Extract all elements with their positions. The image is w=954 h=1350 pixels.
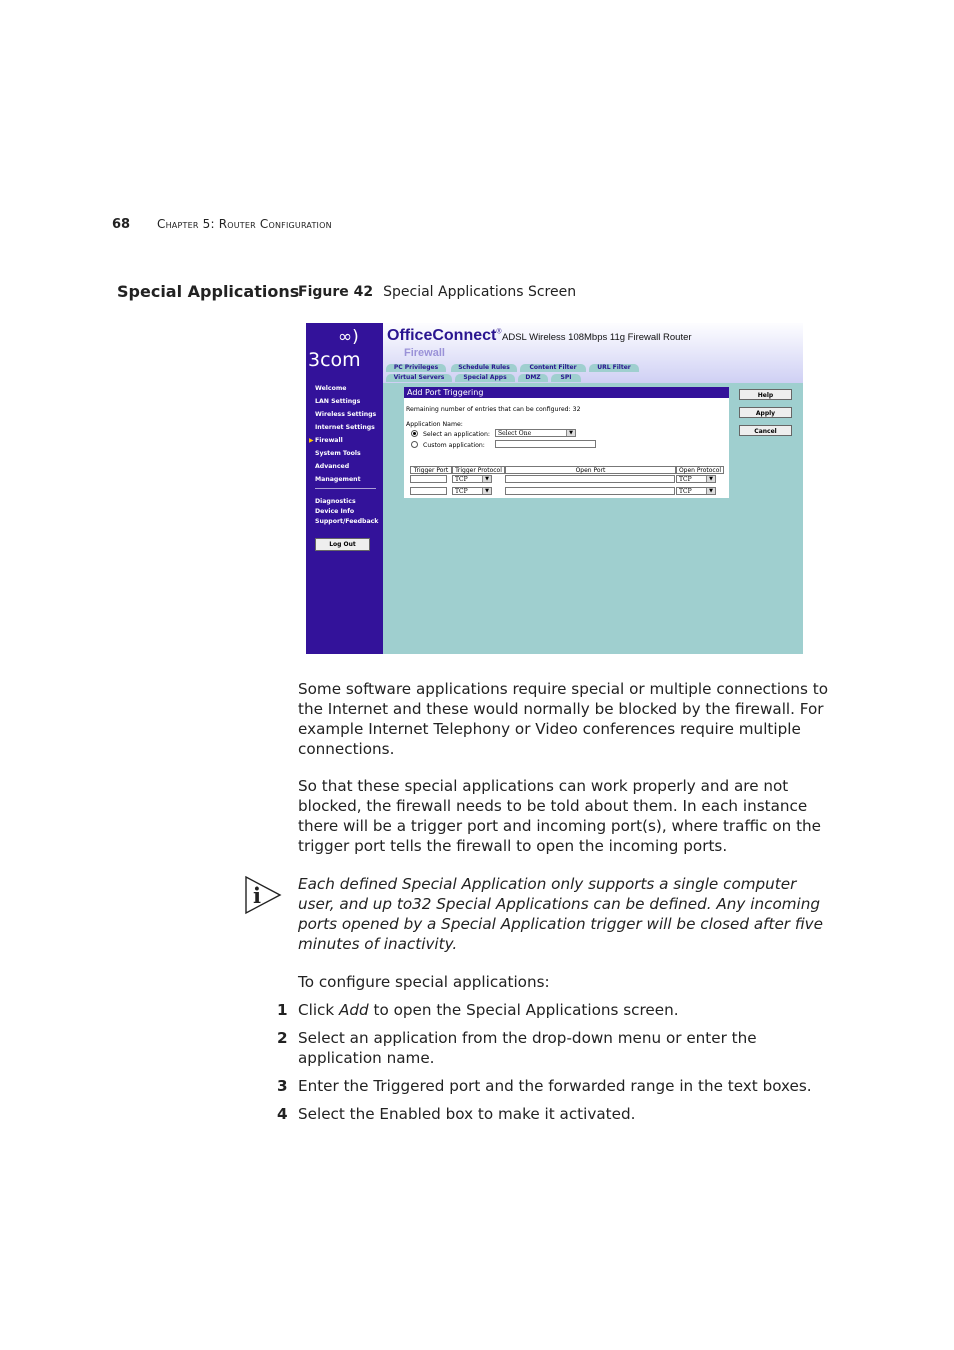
section-label: Firewall (404, 347, 445, 359)
open-protocol-select[interactable] (676, 475, 716, 483)
step-text-pre: Click (298, 1001, 340, 1019)
nav-lan-settings[interactable]: LAN Settings (315, 398, 361, 405)
tab-schedule-rules[interactable]: Schedule Rules (451, 364, 517, 372)
select-app-dropdown[interactable] (495, 429, 576, 437)
step-item (277, 1104, 828, 1124)
step-number: 1 (277, 1001, 288, 1019)
step-number: 3 (277, 1077, 288, 1095)
step-text: Select the Enabled box to make it activated. (298, 1105, 636, 1123)
figure-caption-text: Special Applications Screen (383, 284, 577, 300)
logout-button[interactable]: Log Out (315, 538, 370, 551)
figure-caption (298, 284, 576, 300)
step-item (277, 1076, 828, 1096)
brand-mark: ® (496, 328, 502, 336)
tab-dmz[interactable]: DMZ (518, 374, 548, 382)
tab-virtual-servers[interactable]: Virtual Servers (386, 374, 452, 382)
port-triggering-panel (404, 387, 729, 498)
section-title: Special Applications (117, 282, 300, 301)
custom-app-label: Custom application: (423, 442, 485, 449)
chevron-down-icon: ▼ (566, 430, 575, 436)
tab-pc-privileges[interactable]: PC Privileges (386, 364, 446, 372)
nav-active-arrow-icon: ▶ (309, 437, 314, 444)
nav-diagnostics[interactable]: Diagnostics (315, 498, 356, 505)
custom-app-radio[interactable] (411, 441, 418, 448)
chevron-down-icon: ▼ (482, 488, 491, 494)
chevron-down-icon: ▼ (706, 476, 715, 482)
trigger-protocol-value: TCP (455, 488, 468, 495)
select-app-label: Select an application: (423, 431, 490, 438)
tab-spi[interactable]: SPI (551, 374, 581, 382)
step-text: Enter the Triggered port and the forwarded range in the text boxes. (298, 1077, 812, 1095)
apply-button[interactable]: Apply (739, 407, 792, 418)
tab-content-filter[interactable]: Content Filter (520, 364, 586, 372)
trigger-protocol-select[interactable] (452, 487, 492, 495)
chapter-header: Chapter 5: Router Configuration (157, 217, 332, 231)
nav-management[interactable]: Management (315, 476, 361, 483)
paragraph: So that these special applications can work properly and are not blocked, the firewall needs to be told about them. In each instance there will be a trigger port and incoming port(s), where traffic on the trigger port tells the firewall to open the incoming ports. (298, 777, 821, 855)
step-item (277, 1000, 828, 1020)
step-number: 2 (277, 1029, 288, 1047)
chevron-down-icon: ▼ (482, 476, 491, 482)
chevron-down-icon: ▼ (706, 488, 715, 494)
open-protocol-select[interactable] (676, 487, 716, 495)
svg-text:i: i (253, 883, 261, 908)
paragraph: Some software applications require special or multiple connections to the Internet and these would normally be blocked by the firewall. For example Internet Telephony or Video conferences require multiple connections. (298, 680, 828, 758)
router-sidebar (306, 323, 383, 654)
router-screenshot (306, 323, 803, 654)
cancel-button[interactable]: Cancel (739, 425, 792, 436)
select-app-value: Select One (498, 430, 532, 437)
tab-special-apps[interactable]: Special Apps (455, 374, 515, 382)
remaining-entries: Remaining number of entries that can be configured: 32 (406, 406, 581, 413)
nav-system-tools[interactable]: System Tools (315, 450, 361, 457)
nav-welcome[interactable]: Welcome (315, 385, 347, 392)
app-name-label: Application Name: (406, 421, 463, 428)
trigger-port-input[interactable] (410, 475, 447, 483)
nav-wireless-settings[interactable]: Wireless Settings (315, 411, 377, 418)
nav-internet-settings[interactable]: Internet Settings (315, 424, 375, 431)
step-text-post: to open the Special Applications screen. (368, 1001, 679, 1019)
nav-firewall[interactable]: Firewall (315, 437, 343, 444)
trigger-port-input[interactable] (410, 487, 447, 495)
step-text-em: Add (339, 1001, 369, 1019)
step-item (277, 1028, 828, 1068)
open-protocol-value: TCP (679, 488, 692, 495)
tab-url-filter[interactable]: URL Filter (589, 364, 639, 372)
nav-device-info[interactable]: Device Info (315, 508, 355, 515)
brand-subtitle: ADSL Wireless 108Mbps 11g Firewall Router (502, 332, 692, 343)
step-number: 4 (277, 1105, 288, 1123)
brand-name-text: OfficeConnect (387, 327, 497, 344)
nav-advanced[interactable]: Advanced (315, 463, 350, 470)
panel-title: Add Port Triggering (404, 387, 729, 398)
note-text: Each defined Special Application only supports a single computer user, and up to32 Special Applications can be defined. Any incoming ports opened by a Special Application trigger will be closed after five minutes of inactivity. (298, 875, 823, 953)
info-icon (244, 875, 282, 915)
trigger-protocol-value: TCP (455, 476, 468, 483)
col-trigger-port: Trigger Port (410, 466, 452, 474)
trigger-protocol-select[interactable] (452, 475, 492, 483)
figure-label: Figure 42 (298, 284, 374, 300)
col-open-port: Open Port (505, 466, 676, 474)
col-trigger-protocol: Trigger Protocol (452, 466, 505, 474)
nav-divider (315, 488, 376, 489)
open-port-input[interactable] (505, 487, 675, 495)
page-number: 68 (112, 217, 131, 232)
brand-name (387, 327, 502, 345)
steps-intro: To configure special applications: (298, 973, 550, 991)
open-port-input[interactable] (505, 475, 675, 483)
nav-support-feedback[interactable]: Support/Feedback (315, 518, 379, 525)
col-open-protocol: Open Protocol (676, 466, 724, 474)
select-app-radio[interactable] (411, 430, 418, 437)
help-button[interactable]: Help (739, 389, 792, 400)
3com-logo: 3com (308, 349, 361, 371)
custom-app-input[interactable] (495, 440, 596, 448)
3com-wave-icon: ∞) (338, 327, 359, 347)
step-text: Select an application from the drop-down menu or enter the application name. (298, 1029, 757, 1067)
open-protocol-value: TCP (679, 476, 692, 483)
